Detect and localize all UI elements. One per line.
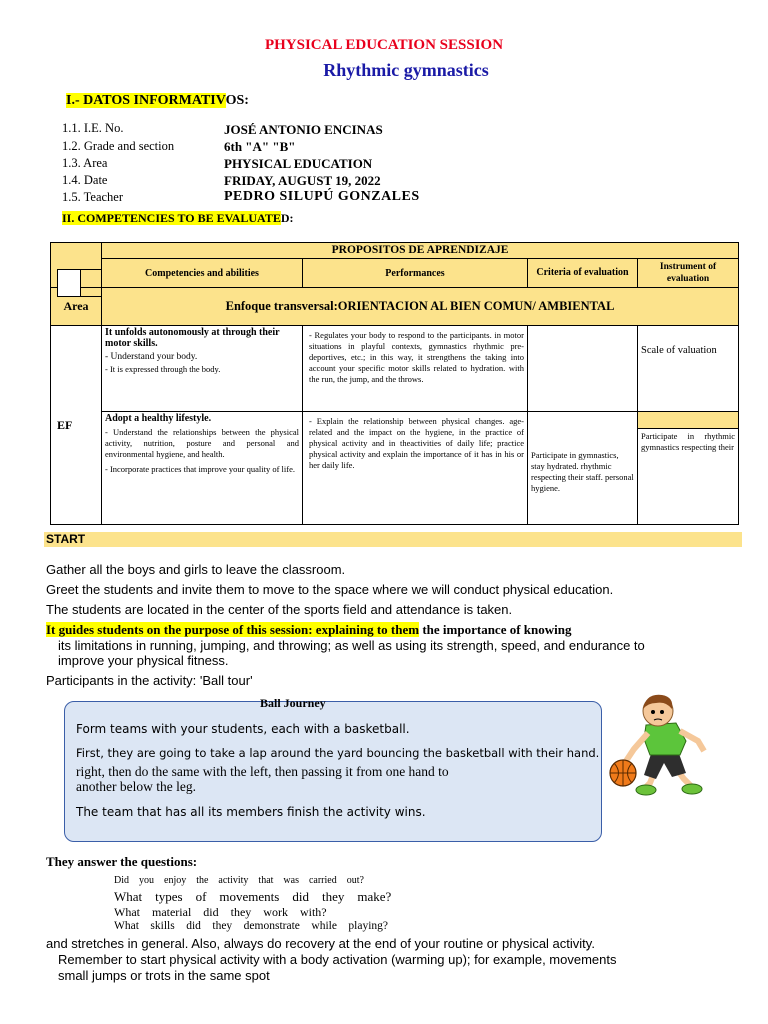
guide-item [46, 622, 571, 638]
session-subtitle: Rhythmic gymnastics [323, 60, 489, 80]
enfoque-transversal: Enfoque transversal:ORIENTACION AL BIEN COMUN/ AMBIENTAL [102, 288, 739, 326]
area-value: EF [51, 326, 102, 525]
row2-comp-item2: - Incorporate practices that improve your quality of life. [105, 464, 295, 474]
col-header-competencies: Competencies and abilities [102, 259, 303, 288]
section-competencies-highlight: II. COMPETENCIES TO BE EVALUATE [62, 211, 281, 225]
bullet-text: Gather all the boys and girls to leave the classroom. [46, 562, 346, 577]
info-label-date: 1.4. Date [62, 173, 108, 187]
info-value-date: FRIDAY, AUGUST 19, 2022 [224, 173, 381, 188]
row1-comp-item2: - It is expressed through the body. [105, 364, 221, 374]
questions-heading-text: They answer the questions: [46, 854, 198, 869]
bullet-item-participants [46, 673, 253, 688]
row2-performance: - Explain the relationship between physical changes. age-related and the impact on the hygiene, in the practice of physical activity and in theactivities of daily life; practice physical activity and explain the importance of it has in his or her daily life. [303, 412, 528, 525]
competencies-table [50, 242, 739, 525]
row2-comp-item1: - Understand the relationships between the physical activity, nutrition, posture and personal and environmental hygiene, and health. [105, 427, 299, 459]
boy-dribbling-basketball-illustration [606, 691, 712, 801]
question-item: What material did they work with? [114, 905, 327, 919]
bullet-item [46, 582, 613, 597]
bullet-text: Greet the students and invite them to move to the space where we will conduct physical education. [46, 582, 614, 597]
info-value-grade: 6th "A" "B" [224, 139, 296, 154]
start-banner: START [44, 532, 742, 547]
bullet-item [46, 562, 345, 577]
row1-comp-item1: - Understand your body. [105, 352, 198, 362]
row1-instrument: Scale of valuation [638, 326, 739, 412]
row2-comp-title: Adopt a healthy lifestyle. [105, 413, 212, 424]
section-datos-heading [66, 93, 249, 109]
guide-bold-rest: the importance of knowing [419, 622, 572, 637]
corner-cell [51, 243, 102, 288]
info-label-ie: 1.1. I.E. No. [62, 121, 124, 135]
ball-journey-p3a: right, then do the same with the left, then passing it from one hand to [76, 764, 449, 779]
col-header-performances: Performances [303, 259, 528, 288]
row1-comp-title: It unfolds autonomously at through their motor skills. [105, 327, 280, 349]
info-value-teacher: PEDRO SILUPÚ GONZALES [224, 189, 420, 204]
guide-line2: its limitations in running, jumping, and throwing; as well as using its strength, speed, and endurance to [58, 638, 645, 653]
col-header-criteria: Criteria of evaluation [528, 259, 638, 288]
closing-line2: Remember to start physical activity with a body activation (warming up); for example, movements [58, 952, 617, 967]
bullet-text: The students are located in the center of the sports field and attendance is taken. [46, 602, 513, 617]
section-datos-rest: OS: [225, 93, 249, 108]
bullet-text: Participants in the activity: 'Ball tour' [46, 673, 253, 688]
guide-line3: improve your physical fitness. [58, 653, 229, 668]
question-item: Did you enjoy the activity that was carried out? [114, 875, 364, 886]
ball-journey-p1: Form teams with your students, each with a basketball. [76, 722, 410, 736]
ball-journey-p3b: another below the leg. [76, 779, 196, 794]
closing-item [46, 936, 595, 951]
row1-criteria [528, 326, 638, 412]
ball-journey-p2: First, they are going to take a lap around the yard bouncing the basketball with their hand. [76, 746, 600, 760]
row2-competencies [102, 412, 303, 525]
row2-instrument [638, 412, 739, 525]
bullet-item [46, 602, 512, 617]
question-item: What types of movements did they make? [114, 889, 392, 904]
info-label-area: 1.3. Area [62, 156, 108, 170]
ball-journey-title: Ball Journey [260, 696, 326, 710]
closing-line1: and stretches in general. Also, always do recovery at the end of your routine or physical activity. [46, 936, 595, 951]
section-competencies-rest: D: [280, 211, 294, 225]
section-datos-highlight: I.- DATOS INFORMATIV [66, 93, 226, 108]
ball-journey-p4: The team that has all its members finish the activity wins. [76, 805, 426, 819]
questions-heading [46, 854, 197, 870]
question-item: What skills did they demonstrate while playing? [114, 920, 389, 932]
row2-criteria: Participate in gymnastics, stay hydrated. rhythmic respecting their staff. personal hygiene. [528, 412, 638, 525]
closing-line3: small jumps or trots in the same spot [58, 968, 270, 983]
session-title: PHYSICAL EDUCATION SESSION [264, 37, 504, 53]
table-header-proposals: PROPOSITOS DE APRENDIZAJE [102, 243, 739, 259]
section-competencies-heading [62, 211, 294, 226]
col-header-instrument: Instrument of evaluation [638, 259, 739, 288]
info-label-grade: 1.2. Grade and section [62, 139, 175, 153]
guide-highlight: It guides students on the purpose of this session: explaining to them [46, 622, 420, 637]
row1-performance: - Regulates your body to respond to the participants. in motor situations in playful contexts, gymnastics rhythmic pre-deportives, etc.; in this way, it strengthens the taking into account your specific motor skills related to hydration. with the run, the jump, and the throws. [303, 326, 528, 412]
info-label-teacher: 1.5. Teacher [62, 190, 124, 204]
area-label: Area [51, 288, 102, 326]
info-value-ie: JOSÉ ANTONIO ENCINAS [224, 122, 383, 137]
row1-competencies [102, 326, 303, 412]
row2-instrument-text: Participate in rhythmic gymnastics respecting their [641, 431, 736, 452]
info-value-area: PHYSICAL EDUCATION [224, 156, 373, 171]
